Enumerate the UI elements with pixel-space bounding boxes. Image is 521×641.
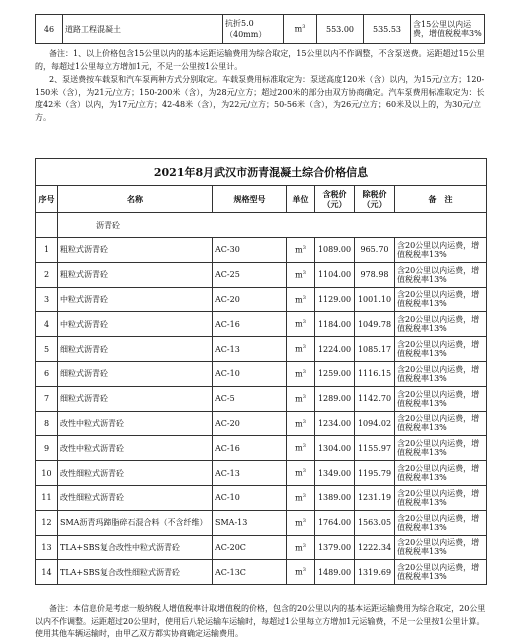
item-name: 中粒式沥青砼 [58,287,213,312]
item-unit: $m^3$ [284,15,317,44]
tax-price: 1184.00 [315,312,355,337]
row-number: 13 [36,535,58,560]
item-spec: AC-16 [213,312,287,337]
tax-price: 1104.00 [315,262,355,287]
item-remark: 含20公里以内运费，增值税税率13% [395,312,487,337]
notax-price: 1155.97 [355,436,395,461]
item-name: 细粒式沥青砼 [58,337,213,362]
row-number: 9 [36,436,58,461]
item-name: 改性细粒式沥青砼 [58,485,213,510]
item-remark: 含15公里以内运费，增值税税率3% [411,15,485,44]
item-spec: AC-20 [213,411,287,436]
table-row [36,287,487,312]
prev-table-last-row [35,14,485,44]
row-number: 12 [36,510,58,535]
item-remark: 含20公里以内运费，增值税税率13% [395,535,487,560]
header-spec: 规格型号 [213,186,287,213]
tax-price: 1764.00 [315,510,355,535]
item-remark: 含20公里以内运费，增值税税率13% [395,436,487,461]
item-unit: $m^3$ [287,485,315,510]
item-name: 细粒式沥青砼 [58,361,213,386]
note-3: 备注：本信息价是考虑一般纳税人增值税率计取增值税的价格，包含的20公里以内的基本运距运输费用为综合取定，20公里以内不作调整。运距超过20公里时，使用后八轮运输车运输时，每超过1公里每立方增加1元运输费，不足一公里按1公里计算。使用其他车辆运输时，由甲乙双方都实协商确定运输费用。 [35,604,486,638]
header-no: 序号 [36,186,58,213]
tax-price: 1234.00 [315,411,355,436]
item-unit: $m^3$ [287,337,315,362]
row-number: 8 [36,411,58,436]
tax-price: 1224.00 [315,337,355,362]
table-row [36,312,487,337]
notax-price: 1142.70 [355,386,395,411]
header-remark: 备 注 [395,186,487,213]
item-spec: AC-10 [213,485,287,510]
item-remark: 含20公里以内运费，增值税税率13% [395,262,487,287]
item-name: 粗粒式沥青砼 [58,238,213,263]
item-name: 道路工程混凝土 [63,15,223,44]
notax-price: 1049.78 [355,312,395,337]
header-unit: 单位 [287,186,315,213]
notax-price: 1195.79 [355,461,395,486]
table-row [36,15,485,44]
header-name: 名称 [58,186,213,213]
item-spec: 抗折5.0（40mm） [223,15,284,44]
table-row [36,238,487,263]
item-remark: 含20公里以内运费，增值税税率13% [395,287,487,312]
item-spec: AC-13 [213,461,287,486]
notax-price: 978.98 [355,262,395,287]
tax-price: 1489.00 [315,560,355,585]
notax-price: 1222.34 [355,535,395,560]
item-remark: 含20公里以内运费，增值税税率13% [395,461,487,486]
item-name: TLA+SBS复合改性中粒式沥青砼 [58,535,213,560]
tax-price: 1349.00 [315,461,355,486]
item-remark: 含20公里以内运费，增值税税率13% [395,560,487,585]
item-unit: $m^3$ [287,361,315,386]
item-remark: 含20公里以内运费，增值税税率13% [395,485,487,510]
item-spec: SMA-13 [213,510,287,535]
item-unit: $m^3$ [287,461,315,486]
row-number: 10 [36,461,58,486]
item-spec: AC-10 [213,361,287,386]
item-unit: $m^3$ [287,312,315,337]
note-1: 备注：1、以上价格包含15公里以内的基本运距运输费用为综合取定，15公里以内不作调整，不含泵送费。运距超过15公里的，每超过1公里每立方增加1元，不足一公里按1公里计。 [35,49,485,71]
tax-price: 1289.00 [315,386,355,411]
table-row [36,411,487,436]
notax-price: 1319.69 [355,560,395,585]
header-tax-price: 含税价（元） [315,186,355,213]
category-row [36,213,487,238]
note-2: 2、泵送费按车载泵和汽车泵两种方式分别取定。车载泵费用标准取定为：泵送高度120米（含）以内，为15元/立方；120-150米（含），为21元/立方；150-200米（含），为28元/立方；超过200米的部分由双方协商确定。汽车泵费用标准取定为：长度42米（含）以内，为17元/立方；42-48米（含），为22元/立方；50-56米（含），为26元/立方；60米及以上的，为30元/立方。 [35,75,485,122]
item-unit: $m^3$ [287,535,315,560]
tax-price: 1379.00 [315,535,355,560]
table-row [36,535,487,560]
table-row [36,436,487,461]
row-number: 4 [36,312,58,337]
item-remark: 含20公里以内运费，增值税税率13% [395,337,487,362]
item-spec: AC-20 [213,287,287,312]
item-unit: $m^3$ [287,411,315,436]
item-remark: 含20公里以内运费，增值税税率13% [395,510,487,535]
item-spec: AC-13 [213,337,287,362]
item-remark: 含20公里以内运费，增值税税率13% [395,238,487,263]
table-row [36,485,487,510]
notax-price: 1085.17 [355,337,395,362]
item-spec: AC-20C [213,535,287,560]
item-name: 粗粒式沥青砼 [58,262,213,287]
header-notax-price: 除税价（元） [355,186,395,213]
table-row [36,461,487,486]
row-number: 7 [36,386,58,411]
tax-price: 1259.00 [315,361,355,386]
table-row [36,361,487,386]
item-unit: $m^3$ [287,238,315,263]
table-row [36,510,487,535]
tax-price: 1304.00 [315,436,355,461]
table-row [36,560,487,585]
table-header [36,186,487,213]
table-row [36,386,487,411]
category-label: 沥青砼 [58,213,487,238]
item-name: 改性中粒式沥青砼 [58,411,213,436]
tax-price: 1089.00 [315,238,355,263]
item-spec: AC-25 [213,262,287,287]
item-spec: AC-5 [213,386,287,411]
notax-price: 1094.02 [355,411,395,436]
row-number: 14 [36,560,58,585]
item-name: 细粒式沥青砼 [58,386,213,411]
item-unit: $m^3$ [287,262,315,287]
tax-price: 1129.00 [315,287,355,312]
row-number: 3 [36,287,58,312]
item-spec: AC-16 [213,436,287,461]
item-remark: 含20公里以内运费，增值税税率13% [395,386,487,411]
notax-price: 1231.19 [355,485,395,510]
table-row [36,337,487,362]
row-number: 6 [36,361,58,386]
notax-price: 965.70 [355,238,395,263]
notax-price: 1563.05 [355,510,395,535]
item-unit: $m^3$ [287,386,315,411]
item-name: 改性细粒式沥青砼 [58,461,213,486]
item-spec: AC-13C [213,560,287,585]
row-number: 11 [36,485,58,510]
item-name: 中粒式沥青砼 [58,312,213,337]
row-number: 5 [36,337,58,362]
table-row [36,262,487,287]
item-unit: $m^3$ [287,510,315,535]
item-unit: $m^3$ [287,436,315,461]
notax-price: 1001.10 [355,287,395,312]
item-name: TLA+SBS复合改性细粒式沥青砼 [58,560,213,585]
item-unit: $m^3$ [287,560,315,585]
row-number: 46 [36,15,63,44]
item-spec: AC-30 [213,238,287,263]
tax-price: 553.00 [317,15,364,44]
notax-price: 535.53 [364,15,411,44]
row-number: 1 [36,238,58,263]
item-name: 改性中粒式沥青砼 [58,436,213,461]
item-name: SMA沥青玛蹄脂碎石混合料（不含纤维） [58,510,213,535]
tax-price: 1389.00 [315,485,355,510]
item-remark: 含20公里以内运费，增值税税率13% [395,411,487,436]
table-title: 2021年8月武汉市沥青混凝土综合价格信息 [36,159,487,186]
row-number: 2 [36,262,58,287]
asphalt-price-table [35,158,487,585]
item-remark: 含20公里以内运费，增值税税率13% [395,361,487,386]
item-unit: $m^3$ [287,287,315,312]
notax-price: 1116.15 [355,361,395,386]
